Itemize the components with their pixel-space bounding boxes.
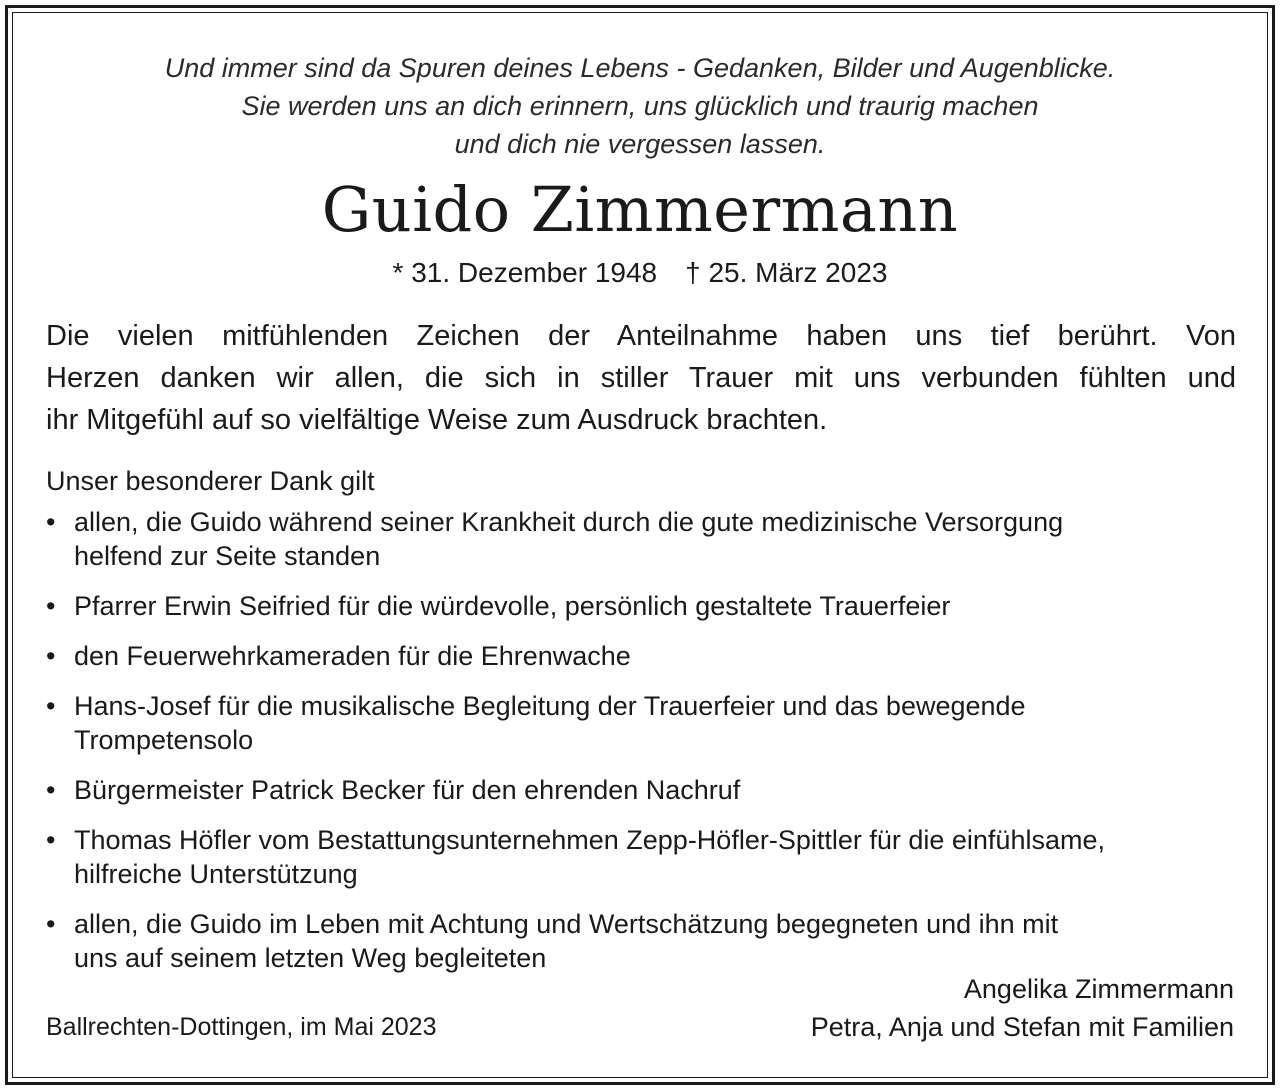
life-dates xyxy=(0,255,1280,291)
bullet-icon: • xyxy=(46,641,56,671)
intro-line: ihr Mitgefühl auf so vielfältige Weise zum Ausdruck brachten. xyxy=(46,404,828,436)
deceased-name: Guido Zimmermann xyxy=(321,173,959,246)
birth-date: * 31. Dezember 1948 xyxy=(392,257,658,288)
bullet-icon: • xyxy=(46,591,56,621)
signatory: Angelika Zimmermann xyxy=(963,974,1234,1004)
list-item xyxy=(46,907,1246,975)
list-item xyxy=(46,773,1246,807)
list-item xyxy=(46,589,1246,623)
list-item-line: helfend zur Seite standen xyxy=(74,541,381,571)
signatories xyxy=(811,970,1234,1046)
list-item-line: den Feuerwehrkameraden für die Ehrenwache xyxy=(74,641,631,671)
thanks-list xyxy=(46,505,1246,991)
signatory: Petra, Anja und Stefan mit Familien xyxy=(810,1012,1234,1042)
intro-line: Die vielen mitfühlenden Zeichen der Anteilnahme haben uns tief berührt. Von xyxy=(46,320,1236,352)
list-item xyxy=(46,823,1246,891)
death-date: † 25. März 2023 xyxy=(685,257,888,288)
list-item-line: Trompetensolo xyxy=(74,725,254,755)
intro-line: Herzen danken wir allen, die sich in stiller Trauer mit uns verbunden fühlten und xyxy=(46,362,1236,394)
bullet-icon: • xyxy=(46,825,56,855)
bullet-icon: • xyxy=(46,775,56,805)
list-item-line: hilfreiche Unterstützung xyxy=(74,859,358,889)
thanks-heading: Unser besonderer Dank gilt xyxy=(46,466,375,496)
list-item-line: Pfarrer Erwin Seifried für die würdevolle, persönlich gestaltete Trauerfeier xyxy=(74,591,951,621)
poem-line: Und immer sind da Spuren deines Lebens - Gedanken, Bilder und Augenblicke. xyxy=(164,53,1116,83)
list-item-line: Thomas Höfler vom Bestattungsunternehmen Zepp-Höfler-Spittler für die einfühlsame, xyxy=(74,825,1105,855)
poem-line: und dich nie vergessen lassen. xyxy=(454,129,826,159)
place-and-date: Ballrechten-Dottingen, im Mai 2023 xyxy=(46,1013,437,1041)
list-item xyxy=(46,505,1246,573)
list-item-line: Bürgermeister Patrick Becker für den ehrenden Nachruf xyxy=(74,775,741,805)
list-item xyxy=(46,689,1246,757)
bullet-icon: • xyxy=(46,691,56,721)
list-item xyxy=(46,639,1246,673)
bullet-icon: • xyxy=(46,909,56,939)
list-item-line: allen, die Guido im Leben mit Achtung und Wertschätzung begegneten und ihn mit xyxy=(74,909,1059,939)
list-item-line: Hans-Josef für die musikalische Begleitung der Trauerfeier und das bewegende xyxy=(74,691,1026,721)
list-item-line: uns auf seinem letzten Weg begleiteten xyxy=(74,943,547,973)
list-item-line: allen, die Guido während seiner Krankheit durch die gute medizinische Versorgung xyxy=(74,507,1064,537)
bullet-icon: • xyxy=(46,507,56,537)
memorial-poem xyxy=(0,49,1280,163)
poem-line: Sie werden uns an dich erinnern, uns glücklich und traurig machen xyxy=(241,91,1039,121)
thank-you-intro xyxy=(46,315,1236,441)
